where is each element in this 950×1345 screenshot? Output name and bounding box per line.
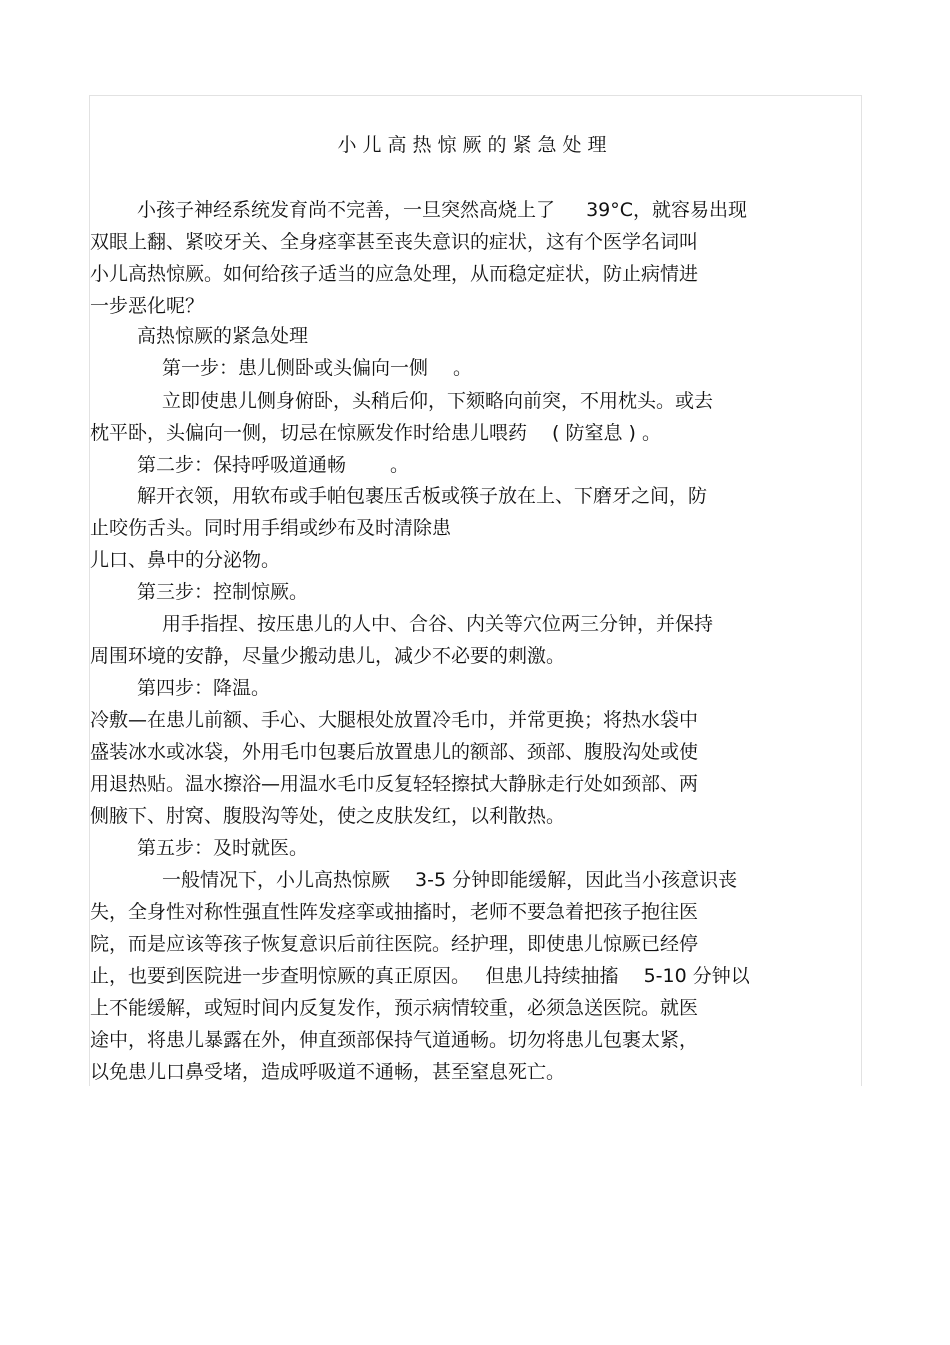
section-heading: 高热惊厥的紧急处理 bbox=[137, 325, 309, 347]
paragraph-line: 小儿高热惊厥。如何给孩子适当的应急处理，从而稳定症状，防止病情进 bbox=[90, 263, 699, 285]
paragraph-line: 儿口、鼻中的分泌物。 bbox=[90, 549, 281, 571]
paragraph-line: 周围环境的安静，尽量少搬动患儿，减少不必要的刺激。 bbox=[90, 645, 566, 667]
paragraph-line: 小孩子神经系统发育尚不完善，一旦突然高烧上了 39°C，就容易出现 bbox=[137, 199, 748, 221]
step-heading: 第一步：患儿侧卧或头偏向一侧 。 bbox=[162, 357, 473, 379]
paragraph-line: 院，而是应该等孩子恢复意识后前往医院。经护理，即使患儿惊厥已经停 bbox=[90, 933, 699, 955]
paragraph-line: 枕平卧，头偏向一侧，切忌在惊厥发作时给患儿喂药 ( 防窒息 ) 。 bbox=[90, 422, 661, 444]
paragraph-line: 失，全身性对称性强直性阵发痉挛或抽搐时，老师不要急着把孩子抱往医 bbox=[90, 901, 699, 923]
step-heading: 第五步：及时就医。 bbox=[137, 837, 309, 859]
paragraph-line: 止咬伤舌头。同时用手绢或纱布及时清除患 bbox=[90, 517, 452, 539]
step-heading: 第三步：控制惊厥。 bbox=[137, 581, 309, 603]
paragraph-line: 上不能缓解，或短时间内反复发作，预示病情较重，必须急送医院。就医 bbox=[90, 997, 699, 1019]
step-heading: 第二步：保持呼吸道通畅 。 bbox=[137, 454, 410, 476]
paragraph-line: 侧腋下、肘窝、腹股沟等处，使之皮肤发红，以利散热。 bbox=[90, 805, 566, 827]
paragraph-line: 立即使患儿侧身俯卧，头稍后仰，下颏略向前突，不用枕头。或去 bbox=[162, 390, 714, 412]
paragraph-line: 解开衣领，用软布或手帕包裹压舌板或筷子放在上、下磨牙之间，防 bbox=[137, 485, 708, 507]
paragraph-line: 用退热贴。温水擦浴—用温水毛巾反复轻轻擦拭大静脉走行处如颈部、两 bbox=[90, 773, 699, 795]
document-title: 小儿高热惊厥的紧急处理 bbox=[337, 134, 613, 156]
step-heading: 第四步：降温。 bbox=[137, 677, 271, 699]
paragraph-line: 双眼上翻、紧咬牙关、全身痉挛甚至丧失意识的症状，这有个医学名词叫 bbox=[90, 231, 699, 253]
paragraph-line: 以免患儿口鼻受堵，造成呼吸道不通畅，甚至窒息死亡。 bbox=[90, 1061, 566, 1083]
paragraph-line: 止，也要到医院进一步查明惊厥的真正原因。 但患儿持续抽搐 5-10 分钟以 bbox=[90, 965, 750, 987]
paragraph-line: 一般情况下，小儿高热惊厥 3-5 分钟即能缓解，因此当小孩意识丧 bbox=[162, 869, 738, 891]
paragraph-line: 盛装冰水或冰袋，外用毛巾包裹后放置患儿的额部、颈部、腹股沟处或使 bbox=[90, 741, 699, 763]
paragraph-line: 途中，将患儿暴露在外，伸直颈部保持气道通畅。切勿将患儿包裹太紧， bbox=[90, 1029, 699, 1051]
paragraph-line: 冷敷—在患儿前额、手心、大腿根处放置冷毛巾，并常更换；将热水袋中 bbox=[90, 709, 699, 731]
paragraph-line: 用手指捏、按压患儿的人中、合谷、内关等穴位两三分钟，并保持 bbox=[162, 613, 714, 635]
paragraph-line: 一步恶化呢？ bbox=[90, 295, 205, 317]
